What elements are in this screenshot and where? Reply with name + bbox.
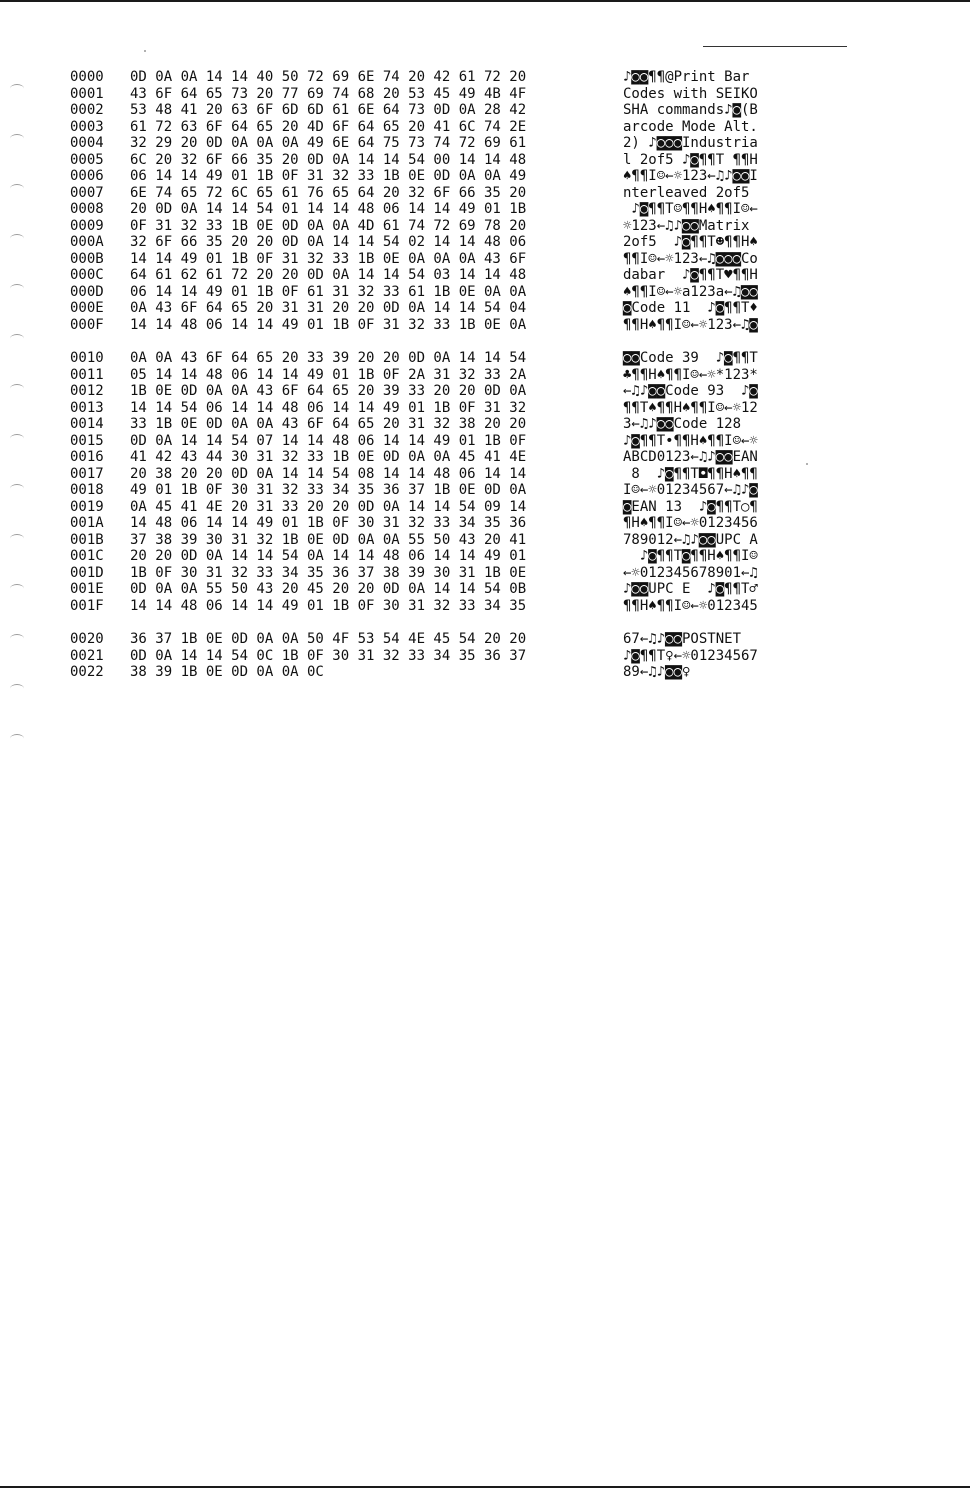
row-ascii: ♪◙¶¶T◙¶¶H♠¶¶I☺: [623, 548, 758, 564]
binder-mark: [10, 184, 24, 193]
row-hex-bytes: 0D 0A 0A 55 50 43 20 45 20 20 0D 0A 14 14 54 0B: [130, 581, 527, 597]
row-address: 001C: [70, 548, 104, 564]
row-hex-bytes: 20 20 0D 0A 14 14 54 0A 14 14 48 06 14 14 49 01: [130, 548, 527, 564]
row-address: 0015: [70, 432, 104, 449]
row-address: 0006: [70, 168, 104, 184]
row-address: 000C: [70, 267, 104, 283]
row-address: 0005: [70, 151, 104, 168]
row-address: 001B: [70, 531, 104, 548]
row-ascii: nterleaved 2of5: [623, 184, 750, 201]
top-rule: [0, 0, 970, 2]
row-ascii: ABCD0123←♫♪◙◙EAN: [623, 449, 758, 465]
row-address: 0002: [70, 102, 104, 118]
row-address: 0017: [70, 465, 104, 482]
row-ascii: 3←♫♪◙◙Code 128: [623, 416, 742, 432]
row-hex-bytes: 1B 0F 30 31 32 33 34 35 36 37 38 39 30 31 1B 0E: [130, 564, 527, 581]
row-ascii: ←♫♪◙◙Code 93 ♪◙: [623, 383, 758, 399]
binder-mark: [10, 434, 24, 443]
row-hex-bytes: 20 38 20 20 0D 0A 14 14 54 08 14 14 48 06 14 14: [130, 465, 527, 482]
row-address: 0011: [70, 366, 104, 383]
row-ascii: ¶H♠¶¶I☺←☼0123456: [623, 515, 758, 531]
row-address: 000B: [70, 250, 104, 267]
bottom-rule: [0, 1486, 970, 1488]
row-ascii: ◙Code 11 ♪◙¶¶T♦: [623, 300, 758, 316]
row-address: 001F: [70, 597, 104, 614]
row-hex-bytes: 33 1B 0E 0D 0A 0A 43 6F 64 65 20 31 32 38 20 20: [130, 416, 527, 432]
row-ascii: ♪◙¶¶T•¶¶H♠¶¶I☺←☼: [623, 432, 758, 449]
row-hex-bytes: 20 0D 0A 14 14 54 01 14 14 48 06 14 14 49 01 1B: [130, 201, 527, 217]
row-hex-bytes: 0D 0A 0A 14 14 40 50 72 69 6E 74 20 42 61 72 20: [130, 69, 527, 85]
row-hex-bytes: 6E 74 65 72 6C 65 61 76 65 64 20 32 6F 66 35 20: [130, 184, 527, 201]
binder-mark: [10, 684, 24, 693]
row-address: 000A: [70, 234, 104, 250]
row-ascii: ¶¶H♠¶¶I☺←☼123←♫◙: [623, 316, 758, 333]
binder-mark: [10, 234, 24, 243]
row-ascii: ♪◙◙UPC E ♪◙¶¶T♂: [623, 581, 758, 597]
row-hex-bytes: 38 39 1B 0E 0D 0A 0A 0C: [130, 664, 324, 680]
row-hex-bytes: 0D 0A 14 14 54 07 14 14 48 06 14 14 49 01 1B 0F: [130, 432, 527, 449]
row-ascii: 8 ♪◙¶¶T◘¶¶H♠¶¶: [623, 465, 758, 482]
row-hex-bytes: 37 38 39 30 31 32 1B 0E 0D 0A 0A 55 50 43 20 41: [130, 531, 527, 548]
row-address: 0001: [70, 85, 104, 102]
row-ascii: ☼123←♫♪◙◙Matrix: [623, 217, 750, 234]
row-address: 0009: [70, 217, 104, 234]
row-hex-bytes: 61 72 63 6F 64 65 20 4D 6F 64 65 20 41 6C 74 2E: [130, 118, 527, 135]
row-ascii: 2of5 ♪◙¶¶T☻¶¶H♠: [623, 234, 758, 250]
row-address: 0018: [70, 482, 104, 498]
binder-mark: [10, 384, 24, 393]
scan-speck: [806, 463, 808, 465]
row-hex-bytes: 0F 31 32 33 1B 0E 0D 0A 0A 4D 61 74 72 69 78 20: [130, 217, 527, 234]
row-hex-bytes: 14 14 54 06 14 14 48 06 14 14 49 01 1B 0F 31 32: [130, 399, 527, 416]
row-hex-bytes: 0A 43 6F 64 65 20 31 31 20 20 0D 0A 14 14 54 04: [130, 300, 527, 316]
row-hex-bytes: 36 37 1B 0E 0D 0A 0A 50 4F 53 54 4E 45 54 20 20: [130, 631, 527, 647]
binder-mark: [10, 584, 24, 593]
row-address: 0016: [70, 449, 104, 465]
row-hex-bytes: 14 48 06 14 14 49 01 1B 0F 30 31 32 33 34 35 36: [130, 515, 527, 531]
row-hex-bytes: 1B 0E 0D 0A 0A 43 6F 64 65 20 39 33 20 20 0D 0A: [130, 383, 527, 399]
scan-speck: [144, 50, 146, 52]
row-address: 0019: [70, 498, 104, 515]
row-ascii: ¶¶I☺←☼123←♫◙◙◙Co: [623, 250, 758, 267]
row-ascii: ¶¶T♠¶¶H♠¶¶I☺←☼12: [623, 399, 758, 416]
row-ascii: 89←♫♪◙◙♀: [623, 664, 691, 680]
row-ascii: ♠¶¶I☺←☼a123a←♫◙◙: [623, 283, 758, 300]
row-ascii: ←☼012345678901←♫: [623, 564, 758, 581]
row-hex-bytes: 0A 45 41 4E 20 31 33 20 20 0D 0A 14 14 54 09 14: [130, 498, 527, 515]
row-hex-bytes: 0A 0A 43 6F 64 65 20 33 39 20 20 0D 0A 14 14 54: [130, 350, 527, 366]
row-address: 0012: [70, 383, 104, 399]
row-address: 001E: [70, 581, 104, 597]
row-hex-bytes: 14 14 48 06 14 14 49 01 1B 0F 30 31 32 33 34 35: [130, 597, 527, 614]
row-ascii: ♣¶¶H♠¶¶I☺←☼*123*: [623, 366, 758, 383]
row-ascii: ◙EAN 13 ♪◙¶¶T○¶: [623, 498, 758, 515]
row-ascii: ◙◙Code 39 ♪◙¶¶T: [623, 350, 758, 366]
row-address: 000E: [70, 300, 104, 316]
row-hex-bytes: 0D 0A 14 14 54 0C 1B 0F 30 31 32 33 34 35 36 37: [130, 647, 527, 664]
row-hex-bytes: 14 14 49 01 1B 0F 31 32 33 1B 0E 0A 0A 0A 43 6F: [130, 250, 527, 267]
row-hex-bytes: 32 6F 66 35 20 20 0D 0A 14 14 54 02 14 14 48 06: [130, 234, 527, 250]
row-hex-bytes: 41 42 43 44 30 31 32 33 1B 0E 0D 0A 0A 45 41 4E: [130, 449, 527, 465]
row-address: 0008: [70, 201, 104, 217]
row-address: 0013: [70, 399, 104, 416]
row-address: 0010: [70, 350, 104, 366]
row-ascii: dabar ♪◙¶¶T♥¶¶H: [623, 267, 758, 283]
row-hex-bytes: 05 14 14 48 06 14 14 49 01 1B 0F 2A 31 32 33 2A: [130, 366, 527, 383]
row-address: 001A: [70, 515, 104, 531]
row-hex-bytes: 06 14 14 49 01 1B 0F 31 32 33 1B 0E 0D 0A 0A 49: [130, 168, 527, 184]
row-hex-bytes: 32 29 20 0D 0A 0A 0A 49 6E 64 75 73 74 72 69 61: [130, 135, 527, 151]
binder-mark: [10, 134, 24, 143]
row-ascii: l 2of5 ♪◙¶¶T ¶¶H: [623, 151, 758, 168]
row-hex-bytes: 6C 20 32 6F 66 35 20 0D 0A 14 14 54 00 14 14 48: [130, 151, 527, 168]
row-hex-bytes: 43 6F 64 65 73 20 77 69 74 68 20 53 45 49 4B 4F: [130, 85, 527, 102]
binder-mark: [10, 484, 24, 493]
row-address: 0020: [70, 631, 104, 647]
row-ascii: ♪◙¶¶T☺¶¶H♠¶¶I☺←: [623, 201, 758, 217]
row-hex-bytes: 49 01 1B 0F 30 31 32 33 34 35 36 37 1B 0E 0D 0A: [130, 482, 527, 498]
row-address: 001D: [70, 564, 104, 581]
binder-mark: [10, 284, 24, 293]
row-address: 0014: [70, 416, 104, 432]
row-ascii: ♪◙◙¶¶@Print Bar: [623, 69, 750, 85]
row-ascii: ¶¶H♠¶¶I☺←☼012345: [623, 597, 758, 614]
row-address: 000F: [70, 316, 104, 333]
row-ascii: arcode Mode Alt.: [623, 118, 758, 135]
row-ascii: 2) ♪◙◙◙Industria: [623, 135, 758, 151]
row-address: 000D: [70, 283, 104, 300]
row-ascii: Codes with SEIKO: [623, 85, 758, 102]
row-address: 0021: [70, 647, 104, 664]
row-ascii: ♪◙¶¶T♀←☼01234567: [623, 647, 758, 664]
row-address: 0022: [70, 664, 104, 680]
header-underline: [703, 46, 847, 47]
binder-mark: [10, 634, 24, 643]
row-hex-bytes: 53 48 41 20 63 6F 6D 6D 61 6E 64 73 0D 0A 28 42: [130, 102, 527, 118]
row-ascii: I☺←☼01234567←♫♪◙: [623, 482, 758, 498]
binder-mark: [10, 534, 24, 543]
row-ascii: 789012←♫♪◙◙UPC A: [623, 531, 758, 548]
row-ascii: SHA commands♪◙(B: [623, 102, 758, 118]
row-address: 0004: [70, 135, 104, 151]
row-hex-bytes: 14 14 48 06 14 14 49 01 1B 0F 31 32 33 1B 0E 0A: [130, 316, 527, 333]
row-hex-bytes: 64 61 62 61 72 20 20 0D 0A 14 14 54 03 14 14 48: [130, 267, 527, 283]
binder-mark: [10, 734, 24, 743]
row-address: 0000: [70, 69, 104, 85]
row-hex-bytes: 06 14 14 49 01 1B 0F 61 31 32 33 61 1B 0E 0A 0A: [130, 283, 527, 300]
row-address: 0003: [70, 118, 104, 135]
binder-mark: [10, 334, 24, 343]
row-ascii: ♠¶¶I☺←☼123←♫♪◙◙I: [623, 168, 758, 184]
binder-mark: [10, 84, 24, 93]
row-address: 0007: [70, 184, 104, 201]
row-ascii: 67←♫♪◙◙POSTNET: [623, 631, 742, 647]
